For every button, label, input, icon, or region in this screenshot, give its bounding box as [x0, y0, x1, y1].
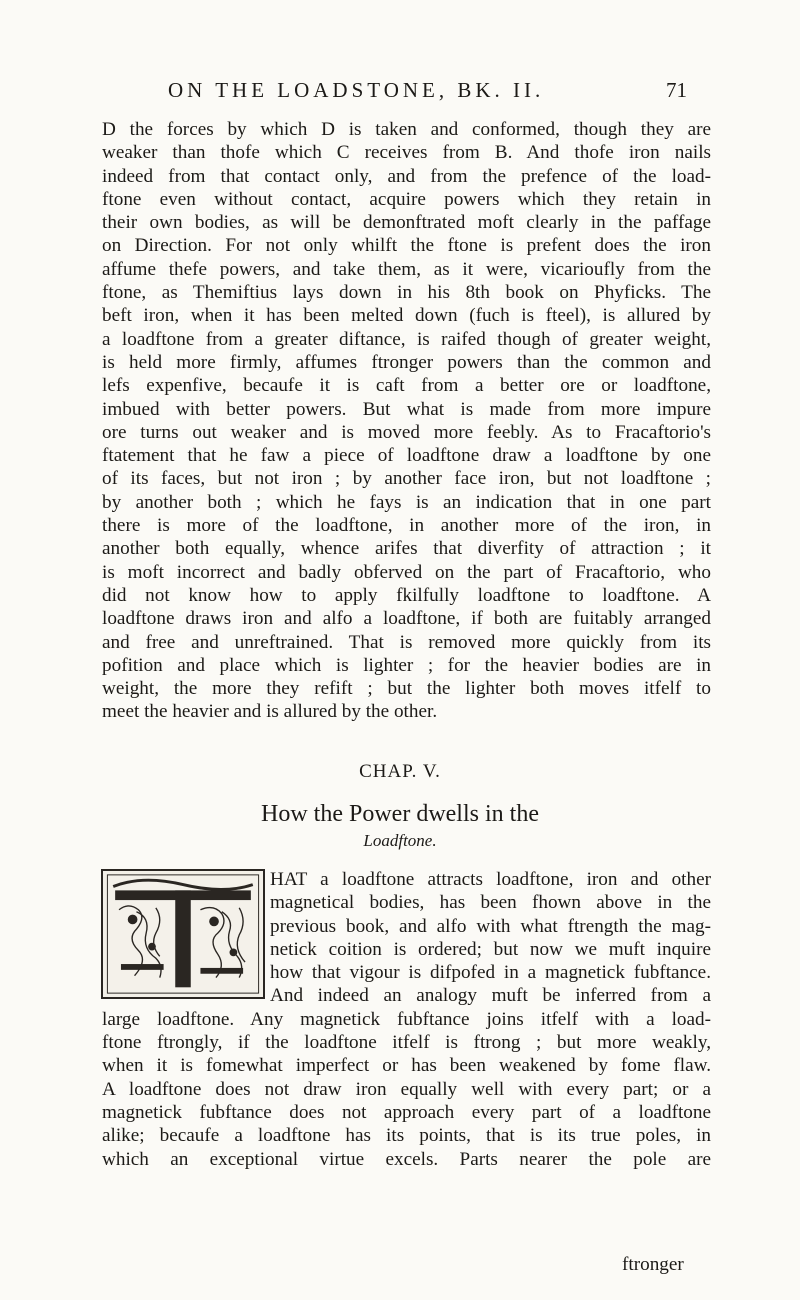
text-line: on Direction. For not only whilft the ftone is prefent does the iron — [102, 235, 711, 257]
text-line: large loadftone. Any magnetick fubftance joins itfelf with a load- — [102, 1008, 711, 1030]
text-line: another both equally, whence arifes that diverfity of attraction ; it — [102, 538, 711, 560]
text-line: is moft incorrect and badly obferved on the part of Fracaftorio, who — [102, 561, 711, 583]
text-line: which an exceptional virtue excels. Parts nearer the pole are — [102, 1148, 711, 1170]
text-line: beft iron, when it has been melted down (fuch is fteel), is allured by — [102, 305, 711, 327]
text-line: affume thefe powers, and take them, as it were, vicarioufly from the — [102, 258, 711, 280]
text-line: ore turns out weaker and is moved more feebly. As to Fracaftorio's — [102, 421, 711, 443]
text-line: magnetick fubftance does not approach every part of a loadftone — [102, 1101, 711, 1123]
running-head: ON THE LOADSTONE, BK. II. — [168, 78, 545, 102]
text-line: did not know how to apply fkilfully loadftone to loadftone. A — [102, 584, 711, 606]
text-line: HAT a loadftone attracts loadftone, iron and other — [270, 869, 711, 890]
text-line: pofition and place which is lighter ; for the heavier bodies are in — [102, 654, 711, 676]
text-line: when it is fomewhat imperfect or has been weakened by fome flaw. — [102, 1055, 711, 1077]
text-line: ftone ftrongly, if the loadftone itfelf is ftrong ; but more weakly, — [102, 1032, 711, 1054]
text-line: weaker than thofe which C receives from B. And thofe iron nails — [102, 142, 711, 164]
text-line: ftone even without contact, acquire powers which they retain in — [102, 188, 711, 210]
text-line: imbued with better powers. But what is made from more impure — [102, 398, 711, 420]
page-number: 71 — [666, 78, 687, 102]
text-line: And indeed an analogy muft be inferred from a — [270, 985, 711, 1007]
text-line: is held more firmly, affumes ftronger powers than the common and — [102, 351, 711, 373]
text-line: by another both ; which he fays is an indication that in one part — [102, 491, 711, 513]
text-line: ftone, as Themiftius lays down in his 8th book on Phyficks. The — [102, 282, 711, 304]
text-line: ftatement that he faw a piece of loadftone draw a loadftone by one — [102, 445, 711, 467]
text-line: D the forces by which D is taken and conformed, though they are — [102, 119, 711, 140]
chapter-title: How the Power dwells in the — [261, 801, 539, 827]
text-line: and free and unreftrained. That is removed more quickly from its — [102, 631, 711, 653]
text-line: weight, the more they refift ; but the lighter both moves itfelf to — [102, 678, 711, 700]
chapter-subtitle: Loadftone. — [363, 831, 437, 850]
paragraph-1 — [102, 118, 711, 724]
text-line: meet the heavier and is allured by the other. — [102, 701, 438, 723]
chapter-label: CHAP. V. — [359, 761, 441, 782]
text-line: there is more of the loadftone, in another more of the iron, in — [102, 515, 711, 537]
text-line: indeed from that contact only, and from the prefence of the load- — [102, 165, 711, 187]
text-line: how that vigour is difpofed in a magnetick fubftance. — [270, 962, 711, 984]
text-line: magnetical bodies, has been fhown above in the — [270, 892, 711, 914]
text-line: A loadftone does not draw iron equally well with every part; or a — [102, 1078, 711, 1100]
text-line: of its faces, but not iron ; by another face iron, but not loadftone ; — [102, 468, 711, 490]
text-line: previous book, and alfo with what ftrength the mag- — [270, 915, 711, 937]
text-line: netick coition is ordered; but now we muft inquire — [270, 938, 711, 960]
text-line: a loadftone from a greater diftance, is raifed though of greater weight, — [102, 328, 711, 350]
paragraph-2 — [102, 868, 711, 1171]
text-line: lefs expenfive, becaufe it is caft from a better ore or loadftone, — [102, 375, 711, 397]
text-line: loadftone draws iron and alfo a loadftone, if both are fuitably arranged — [102, 608, 711, 630]
text-line: alike; becaufe a loadftone has its points, that is its true poles, in — [102, 1125, 711, 1147]
catchword: ftronger — [622, 1254, 684, 1275]
text-line: their own bodies, as will be demonftrated moft clearly in the paffage — [102, 212, 711, 234]
